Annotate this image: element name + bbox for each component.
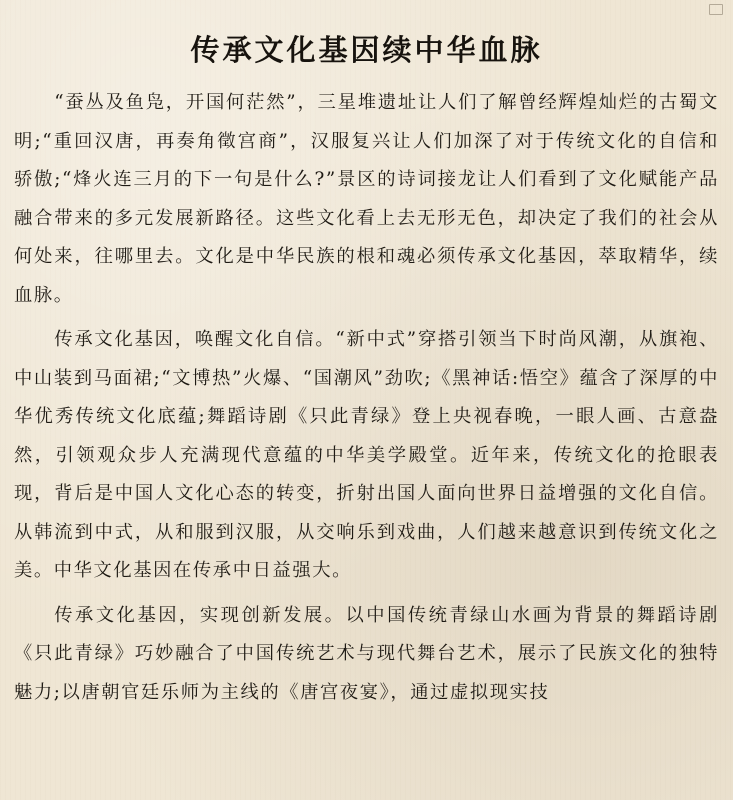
paragraph-1: “蚕丛及鱼凫，开国何茫然”，三星堆遗址让人们了解曾经辉煌灿烂的古蜀文明;“重回汉唐，再奏角徵宫商”，汉服复兴让人们加深了对于传统文化的自信和骄傲;“烽火连三月的下一句是什么?”景区的诗词接龙让人们看到了文化赋能产品融合带来的多元发展新路径。这些文化看上去无形无色，却决定了我们的社会从何处来，往哪里去。文化是中华民族的根和魂必须传承文化基因，萃取精华，续血脉。 bbox=[14, 92, 719, 306]
paragraph-2: 传承文化基因，唤醒文化自信。“新中式”穿搭引领当下时尚风潮，从旗袍、中山装到马面裙;“文博热”火爆、“国潮风”劲吹;《黑神话:悟空》蕴含了深厚的中华优秀传统文化底蕴;舞蹈诗剧《只此青绿》登上央视春晚，一眼人画、古意盎然，引领观众步人充满现代意蕴的中华美学殿堂。近年来，传统文化的抢眼表现，背后是中国人文化心态的转变，折射出国人面向世界日益增强的文化自信。从韩流到中式，从和服到汉服，从交响乐到戏曲，人们越来越意识到传统文化之美。中华文化基因在传承中日益强大。 bbox=[14, 329, 719, 581]
article-title: 传承文化基因续中华血脉 bbox=[190, 33, 543, 67]
paragraph-3: 传承文化基因，实现创新发展。以中国传统青绿山水画为背景的舞蹈诗剧《只此青绿》巧妙融合了中国传统艺术与现代舞台艺术，展示了民族文化的独特魅力;以唐朝官廷乐师为主线的《唐宫夜宴》，通过虚拟现实技 bbox=[14, 604, 719, 703]
